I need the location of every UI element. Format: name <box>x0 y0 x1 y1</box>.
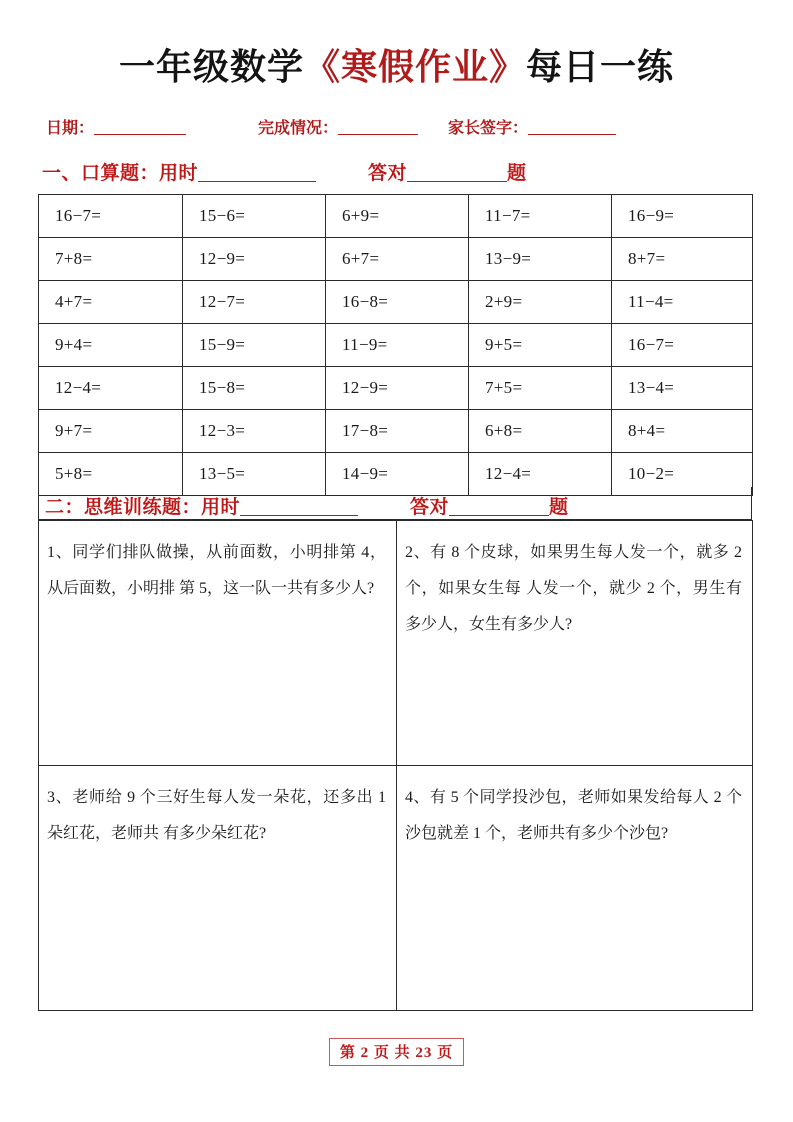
calc-cell[interactable]: 7+8= <box>39 238 183 281</box>
table-row <box>39 521 753 766</box>
section-1-heading-row <box>42 163 527 184</box>
word-problem-cell[interactable]: 3、老师给 9 个三好生每人发一朵花，还多出 1 朵红花，老师共 有多少朵红花? <box>39 766 397 1011</box>
page-title <box>0 45 793 89</box>
calc-cell[interactable]: 16−7= <box>612 324 753 367</box>
calc-cell[interactable]: 13−9= <box>469 238 612 281</box>
calc-cell[interactable]: 11−9= <box>326 324 469 367</box>
section-2-header <box>38 487 752 520</box>
calc-cell[interactable]: 11−7= <box>469 195 612 238</box>
section-1-prefix: 一、口算题：用时 <box>42 163 199 184</box>
status-field[interactable] <box>258 115 418 138</box>
status-label: 完成情况： <box>258 120 339 137</box>
calc-cell[interactable]: 9+7= <box>39 410 183 453</box>
calc-cell[interactable]: 15−6= <box>183 195 326 238</box>
calc-cell[interactable]: 15−9= <box>183 324 326 367</box>
calc-cell[interactable]: 6+8= <box>469 410 612 453</box>
calculation-table-body <box>39 195 753 496</box>
section-1-header <box>42 158 754 190</box>
calc-cell[interactable]: 2+9= <box>469 281 612 324</box>
calc-cell[interactable]: 13−5= <box>183 453 326 496</box>
title-part-3: 每日一练 <box>526 47 675 87</box>
word-problem-cell[interactable]: 1、同学们排队做操，从前面数，小明排第 4，从后面数，小明排 第 5，这一队一共有多少人? <box>39 521 397 766</box>
calc-cell[interactable]: 12−4= <box>469 453 612 496</box>
table-row <box>39 766 753 1011</box>
section-1-count-blank[interactable] <box>407 164 507 182</box>
calc-cell[interactable]: 12−4= <box>39 367 183 410</box>
calc-cell[interactable]: 4+7= <box>39 281 183 324</box>
calc-cell[interactable]: 17−8= <box>326 410 469 453</box>
table-row <box>39 195 753 238</box>
section-2-time-blank[interactable] <box>240 498 358 516</box>
calc-cell[interactable]: 12−3= <box>183 410 326 453</box>
calc-cell[interactable]: 6+9= <box>326 195 469 238</box>
calc-cell[interactable]: 11−4= <box>612 281 753 324</box>
title-part-2: 《寒假作业》 <box>303 47 526 87</box>
section-2-prefix: 二：思维训练题：用时 <box>45 497 241 518</box>
calc-cell[interactable]: 12−9= <box>326 367 469 410</box>
calc-cell[interactable]: 15−8= <box>183 367 326 410</box>
calc-cell[interactable]: 16−9= <box>612 195 753 238</box>
title-part-1: 一年级数学 <box>118 47 304 87</box>
calc-cell[interactable]: 9+5= <box>469 324 612 367</box>
word-problem-cell[interactable]: 4、有 5 个同学投沙包，老师如果发给每人 2 个沙包就差 1 个，老师共有多少个沙包? <box>397 766 753 1011</box>
table-row <box>39 238 753 281</box>
word-problem-table-body <box>39 521 753 1011</box>
calc-cell[interactable]: 10−2= <box>612 453 753 496</box>
date-field[interactable] <box>46 115 186 138</box>
section-2-suffix: 题 <box>549 497 569 518</box>
footer <box>0 1038 793 1066</box>
calc-cell[interactable]: 14−9= <box>326 453 469 496</box>
calc-cell[interactable]: 16−7= <box>39 195 183 238</box>
page-number-badge: 第 2 页 共 23 页 <box>329 1038 464 1066</box>
calc-cell[interactable]: 6+7= <box>326 238 469 281</box>
calc-cell[interactable]: 5+8= <box>39 453 183 496</box>
table-row <box>39 281 753 324</box>
section-2-heading-row <box>45 492 569 519</box>
calc-cell[interactable]: 9+4= <box>39 324 183 367</box>
calc-cell[interactable]: 7+5= <box>469 367 612 410</box>
signature-field[interactable] <box>448 115 616 138</box>
calc-cell[interactable]: 8+4= <box>612 410 753 453</box>
calc-cell[interactable]: 12−9= <box>183 238 326 281</box>
word-problem-table <box>38 520 753 1011</box>
signature-label: 家长签字： <box>448 120 529 137</box>
word-problem-cell[interactable]: 2、有 8 个皮球，如果男生每人发一个，就多 2 个，如果女生每 人发一个，就少 2 个，男生有多少人，女生有多少人? <box>397 521 753 766</box>
calc-cell[interactable]: 16−8= <box>326 281 469 324</box>
section-1-suffix: 题 <box>507 163 527 184</box>
status-blank[interactable] <box>338 119 418 135</box>
date-label: 日期： <box>46 120 95 137</box>
date-blank[interactable] <box>94 119 186 135</box>
section-2-count-blank[interactable] <box>449 498 549 516</box>
calc-cell[interactable]: 13−4= <box>612 367 753 410</box>
section-2-middle: 答对 <box>410 497 450 518</box>
section-1-time-blank[interactable] <box>198 164 316 182</box>
table-row <box>39 410 753 453</box>
signature-blank[interactable] <box>528 119 616 135</box>
calc-cell[interactable]: 12−7= <box>183 281 326 324</box>
calc-cell[interactable]: 8+7= <box>612 238 753 281</box>
table-row <box>39 367 753 410</box>
section-1-middle: 答对 <box>368 163 408 184</box>
meta-line <box>46 115 752 141</box>
calculation-table <box>38 194 753 496</box>
table-row <box>39 324 753 367</box>
